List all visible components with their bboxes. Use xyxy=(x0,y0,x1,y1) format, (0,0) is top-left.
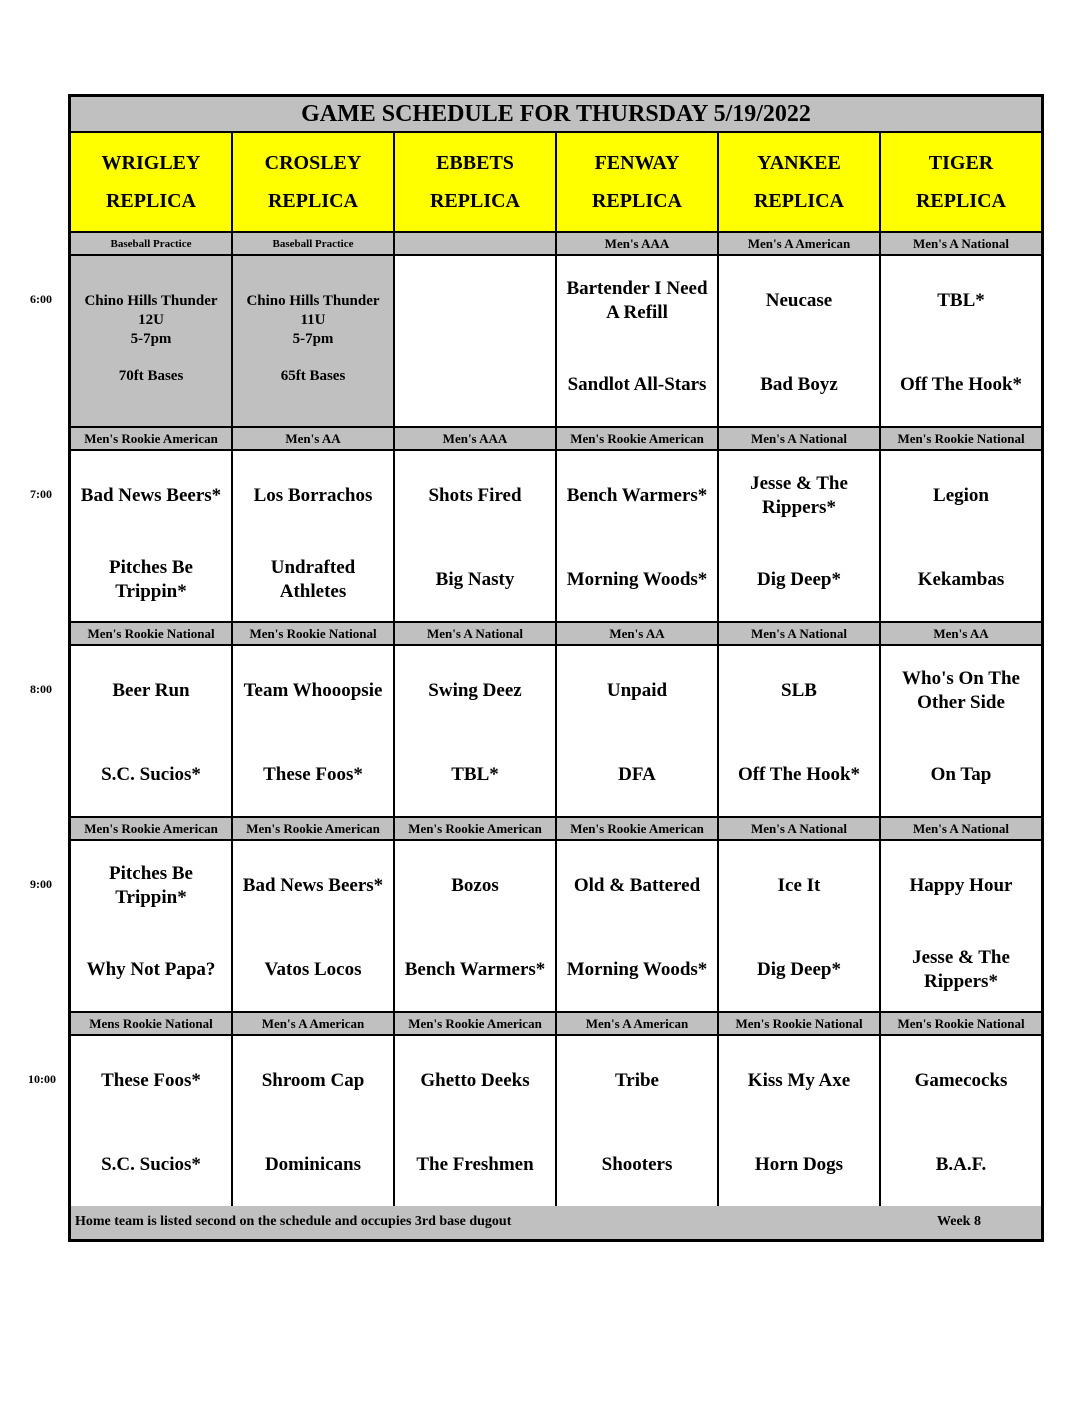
home-team-name: Dig Deep* xyxy=(757,569,841,590)
home-team-name: Big Nasty xyxy=(435,569,515,590)
game-cell xyxy=(881,1036,1041,1206)
away-team xyxy=(719,471,879,521)
away-team xyxy=(557,471,717,521)
away-team xyxy=(719,276,879,326)
home-team-name: Sandlot All-Stars xyxy=(567,374,707,395)
away-team xyxy=(881,666,1041,716)
away-team xyxy=(881,861,1041,911)
home-team xyxy=(557,945,717,995)
home-team xyxy=(557,750,717,800)
time-label: 9:00 xyxy=(30,877,52,891)
away-team-name: Neucase xyxy=(765,290,833,311)
time-label: 8:00 xyxy=(30,682,52,696)
away-team-name: SLB xyxy=(781,680,817,701)
away-team xyxy=(881,471,1041,521)
home-team xyxy=(71,945,231,995)
away-team-name: Bench Warmers* xyxy=(566,485,708,506)
away-team-name: Unpaid xyxy=(606,680,668,701)
home-team xyxy=(557,555,717,605)
division-label: Men's Rookie American xyxy=(71,818,233,839)
home-team-name: The Freshmen xyxy=(416,1154,534,1175)
field-name: YANKEE xyxy=(757,152,841,174)
page-title: GAME SCHEDULE FOR THURSDAY 5/19/2022 xyxy=(71,97,1041,133)
field-name: EBBETS xyxy=(436,152,514,174)
home-team xyxy=(71,750,231,800)
home-team-name: B.A.F. xyxy=(935,1154,987,1175)
game-cell xyxy=(557,646,719,816)
home-team-name: Undrafted Athletes xyxy=(270,557,356,602)
home-team xyxy=(719,945,879,995)
game-cell xyxy=(233,646,395,816)
home-team-note: Home team is listed second on the schedule and occupies 3rd base dugout xyxy=(75,1214,512,1229)
division-label: Men's Rookie National xyxy=(897,1015,1025,1031)
home-team xyxy=(881,1140,1041,1190)
game-cell xyxy=(719,256,881,426)
away-team xyxy=(233,861,393,911)
away-team-name: Swing Deez xyxy=(428,680,522,701)
game-cell xyxy=(557,256,719,426)
away-team-name: These Foos* xyxy=(101,1070,201,1091)
game-cell xyxy=(233,1036,395,1206)
game-cell xyxy=(881,451,1041,621)
game-cell xyxy=(395,256,557,426)
practice-info xyxy=(233,292,393,349)
away-team xyxy=(395,861,555,911)
game-cell xyxy=(71,646,233,816)
game-cell xyxy=(719,451,881,621)
game-cell xyxy=(395,646,557,816)
home-team xyxy=(233,1140,393,1190)
away-team-name: Kiss My Axe xyxy=(747,1070,851,1091)
away-team xyxy=(71,1056,231,1106)
division-label: Men's AAA xyxy=(395,428,557,449)
game-cell xyxy=(881,256,1041,426)
division-label: Men's Rookie American xyxy=(71,428,233,449)
division-label: Men's Rookie American xyxy=(557,818,719,839)
division-label: Men's Rookie National xyxy=(233,623,395,644)
home-team-name: S.C. Sucios* xyxy=(101,1154,201,1175)
division-row xyxy=(71,428,1041,451)
division-label: Men's Rookie American xyxy=(233,818,395,839)
practice-bases: 70ft Bases xyxy=(118,368,184,384)
division-label: Baseball Practice xyxy=(233,233,395,254)
home-team xyxy=(233,555,393,605)
division-label: Men's AA xyxy=(233,428,395,449)
away-team xyxy=(881,276,1041,326)
division-label: Men's AA xyxy=(933,625,989,641)
away-team-name: Team Whooopsie xyxy=(243,680,383,701)
field-name: WRIGLEY xyxy=(101,152,201,174)
home-team-name: Why Not Papa? xyxy=(86,959,216,980)
home-team xyxy=(881,945,1041,995)
field-subtitle: REPLICA xyxy=(429,190,520,212)
away-team-name: Pitches Be Trippin* xyxy=(109,863,193,908)
division-row xyxy=(71,623,1041,646)
away-team xyxy=(395,276,555,326)
away-team-name: Gamecocks xyxy=(914,1070,1008,1091)
division-label: Men's Rookie American xyxy=(395,1013,557,1034)
home-team-name: Off The Hook* xyxy=(899,374,1023,395)
game-cell xyxy=(719,646,881,816)
division-label: Men's Rookie American xyxy=(395,818,557,839)
away-team xyxy=(719,1056,879,1106)
away-team-name: Happy Hour xyxy=(909,875,1013,896)
home-team-name: Morning Woods* xyxy=(566,569,708,590)
home-team xyxy=(881,360,1041,410)
division-label: Men's A National xyxy=(395,623,557,644)
away-team-name: Jesse & The Rippers* xyxy=(750,473,848,518)
game-cell xyxy=(719,1036,881,1206)
away-team xyxy=(719,861,879,911)
away-team xyxy=(557,1056,717,1106)
away-team xyxy=(395,1056,555,1106)
division-label: Mens Rookie National xyxy=(71,1013,233,1034)
away-team xyxy=(557,861,717,911)
away-team xyxy=(557,666,717,716)
home-team xyxy=(719,360,879,410)
home-team xyxy=(557,360,717,410)
division-label: Men's AA xyxy=(557,623,719,644)
field-header xyxy=(395,133,557,231)
away-team xyxy=(71,861,231,911)
field-header xyxy=(233,133,395,231)
schedule-footer xyxy=(71,1206,1041,1239)
division-label: Men's Rookie National xyxy=(897,430,1025,446)
division-label: Men's A National xyxy=(719,623,881,644)
away-team-name: Shroom Cap xyxy=(261,1070,365,1091)
division-row xyxy=(71,818,1041,841)
game-cell xyxy=(881,646,1041,816)
division-label: Men's A National xyxy=(912,820,1010,836)
away-team xyxy=(719,666,879,716)
away-team xyxy=(395,666,555,716)
practice-bases: 65ft Bases xyxy=(280,368,346,384)
away-team-name: Tribe xyxy=(615,1070,659,1091)
home-team-name: Jesse & The Rippers* xyxy=(912,947,1010,992)
time-label: 6:00 xyxy=(30,292,52,306)
home-team-name: Bench Warmers* xyxy=(404,959,546,980)
home-team xyxy=(719,1140,879,1190)
field-header xyxy=(719,133,881,231)
away-team xyxy=(233,471,393,521)
away-team xyxy=(395,471,555,521)
away-team-name: Who's On The Other Side xyxy=(902,668,1020,713)
field-subtitle: REPLICA xyxy=(105,190,196,212)
field-header-row xyxy=(71,133,1041,233)
division-label xyxy=(395,233,557,254)
week-label: Week 8 xyxy=(937,1214,981,1229)
division-row xyxy=(71,233,1041,256)
division-label: Men's A National xyxy=(719,818,881,839)
home-team xyxy=(719,555,879,605)
division-label: Men's AAA xyxy=(557,233,719,254)
home-team xyxy=(881,750,1041,800)
game-cell xyxy=(71,451,233,621)
field-subtitle: REPLICA xyxy=(591,190,682,212)
home-team-name: TBL* xyxy=(451,764,499,785)
home-team-name: Kekambas xyxy=(917,569,1005,590)
field-subtitle: REPLICA xyxy=(753,190,844,212)
game-cell xyxy=(395,451,557,621)
home-team-name: These Foos* xyxy=(263,764,363,785)
home-team xyxy=(557,1140,717,1190)
home-team xyxy=(71,555,231,605)
home-team xyxy=(395,555,555,605)
away-team xyxy=(233,666,393,716)
field-subtitle: REPLICA xyxy=(915,190,1006,212)
game-cell xyxy=(233,841,395,1011)
division-label: Men's A American xyxy=(719,233,881,254)
home-team-name: Off The Hook* xyxy=(737,764,861,785)
game-cell xyxy=(881,841,1041,1011)
division-label: Men's A National xyxy=(719,428,881,449)
time-label: 10:00 xyxy=(28,1072,56,1086)
practice-age: 12U xyxy=(138,312,164,328)
away-team-name: Old & Battered xyxy=(573,875,701,896)
schedule-table xyxy=(68,94,1044,1242)
away-team xyxy=(881,1056,1041,1106)
game-row xyxy=(71,646,1041,818)
practice-team: Chino Hills Thunder xyxy=(84,293,218,309)
game-cell xyxy=(71,1036,233,1206)
home-team-name: Morning Woods* xyxy=(566,959,708,980)
game-cell xyxy=(719,841,881,1011)
division-label: Men's Rookie National xyxy=(71,623,233,644)
game-row xyxy=(71,1036,1041,1208)
home-team-name: On Tap xyxy=(930,764,992,785)
away-team xyxy=(557,276,717,326)
home-team-name: DFA xyxy=(618,764,656,785)
game-cell xyxy=(557,841,719,1011)
game-cell xyxy=(395,1036,557,1206)
division-label: Men's A American xyxy=(233,1013,395,1034)
game-row xyxy=(71,841,1041,1013)
away-team-name: Beer Run xyxy=(112,680,190,701)
away-team-name: Bad News Beers* xyxy=(242,875,384,896)
division-label: Men's Rookie American xyxy=(557,428,719,449)
division-label: Men's A National xyxy=(912,235,1010,251)
field-name: TIGER xyxy=(928,152,994,174)
away-team-name: TBL* xyxy=(937,290,985,311)
home-team xyxy=(233,750,393,800)
home-team xyxy=(395,750,555,800)
field-header xyxy=(71,133,233,231)
home-team xyxy=(395,945,555,995)
away-team-name: Bad News Beers* xyxy=(80,485,222,506)
home-team-name: Vatos Locos xyxy=(264,959,362,980)
practice-age: 11U xyxy=(300,312,326,328)
home-team-name: Bad Boyz xyxy=(760,374,838,395)
division-label: Men's A American xyxy=(557,1013,719,1034)
field-name: FENWAY xyxy=(594,152,680,174)
game-cell xyxy=(557,1036,719,1206)
division-label: Baseball Practice xyxy=(71,233,233,254)
practice-hours: 5-7pm xyxy=(130,331,172,347)
away-team-name: Bartender I Need A Refill xyxy=(566,278,708,323)
field-header xyxy=(881,133,1041,231)
division-row xyxy=(71,1013,1041,1036)
home-team-name: Dominicans xyxy=(264,1154,362,1175)
practice-cell xyxy=(71,256,233,426)
home-team xyxy=(233,945,393,995)
game-row xyxy=(71,451,1041,623)
home-team xyxy=(395,1140,555,1190)
practice-team: Chino Hills Thunder xyxy=(246,293,380,309)
game-cell xyxy=(233,451,395,621)
game-cell xyxy=(395,841,557,1011)
away-team-name: Legion xyxy=(933,485,989,506)
time-label: 7:00 xyxy=(30,487,52,501)
practice-hours: 5-7pm xyxy=(292,331,334,347)
practice-cell xyxy=(233,256,395,426)
away-team-name: Ghetto Deeks xyxy=(420,1070,530,1091)
home-team-name: Dig Deep* xyxy=(757,959,841,980)
field-name: CROSLEY xyxy=(264,152,362,174)
away-team-name: Bozos xyxy=(451,875,499,896)
away-team-name: Ice It xyxy=(777,875,821,896)
division-label: Men's Rookie National xyxy=(719,1013,881,1034)
home-team xyxy=(881,555,1041,605)
home-team-name: Pitches Be Trippin* xyxy=(109,557,193,602)
home-team xyxy=(719,750,879,800)
practice-info xyxy=(71,292,231,349)
game-cell xyxy=(557,451,719,621)
home-team-name: Horn Dogs xyxy=(754,1154,844,1175)
field-header xyxy=(557,133,719,231)
away-team-name: Shots Fired xyxy=(428,485,522,506)
game-cell xyxy=(71,841,233,1011)
home-team-name: Shooters xyxy=(601,1154,673,1175)
away-team xyxy=(233,1056,393,1106)
home-team xyxy=(395,360,555,410)
home-team xyxy=(71,1140,231,1190)
away-team xyxy=(71,471,231,521)
away-team xyxy=(71,666,231,716)
away-team-name: Los Borrachos xyxy=(253,485,373,506)
home-team-name: S.C. Sucios* xyxy=(101,764,201,785)
game-row xyxy=(71,256,1041,428)
field-subtitle: REPLICA xyxy=(267,190,358,212)
